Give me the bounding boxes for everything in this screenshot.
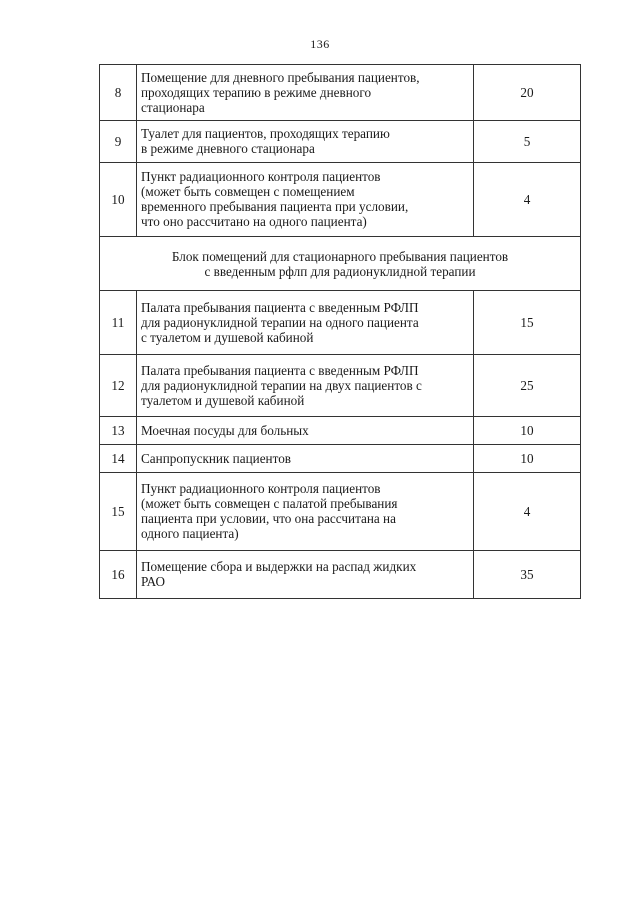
section-header — [100, 237, 581, 291]
row-value: 20 — [474, 65, 581, 121]
description-line: Помещение сбора и выдержки на распад жидких — [141, 559, 417, 574]
description-line: РАО — [141, 574, 166, 589]
row-description — [137, 163, 474, 237]
table-row — [100, 65, 581, 121]
table-row — [100, 417, 581, 445]
description-line: пациента при условии, что она рассчитана на — [141, 511, 396, 526]
description-line: Помещение для дневного пребывания пациентов, — [141, 69, 420, 85]
row-description — [137, 121, 474, 163]
row-description — [137, 445, 474, 473]
row-number: 15 — [100, 473, 137, 551]
description-line: (может быть совмещен с помещением — [141, 184, 355, 199]
page-number: 136 — [310, 37, 330, 51]
row-description — [137, 291, 474, 355]
description-line: в режиме дневного стационара — [141, 141, 315, 156]
row-number: 11 — [100, 291, 137, 355]
description-line: одного пациента) — [141, 526, 239, 541]
table-row — [100, 445, 581, 473]
row-number: 13 — [100, 417, 137, 445]
row-value: 15 — [474, 291, 581, 355]
row-value: 4 — [474, 163, 581, 237]
table-row — [100, 473, 581, 551]
table-row — [100, 355, 581, 417]
row-description — [137, 355, 474, 417]
row-number: 16 — [100, 551, 137, 599]
row-value: 25 — [474, 355, 581, 417]
table-row — [100, 291, 581, 355]
description-line: туалетом и душевой кабиной — [141, 392, 305, 408]
description-line: (может быть совмещен с палатой пребывания — [141, 496, 398, 511]
premises-table — [99, 64, 581, 599]
description-line: Пункт радиационного контроля пациентов — [141, 169, 381, 184]
table-row — [100, 551, 581, 599]
section-header-line: с введенным рфлп для радионуклидной терапии — [204, 263, 476, 279]
description-line: для радионуклидной терапии на двух пациентов с — [141, 377, 422, 393]
row-description — [137, 473, 474, 551]
row-number: 9 — [100, 121, 137, 163]
row-number: 12 — [100, 355, 137, 417]
section-header-row — [100, 237, 581, 291]
description-line: для радионуклидной терапии на одного пациента — [141, 314, 419, 330]
description-line: Палата пребывания пациента с введенным РФЛП — [141, 362, 419, 378]
description-line: с туалетом и душевой кабиной — [141, 329, 314, 345]
row-value: 10 — [474, 445, 581, 473]
description-line: что оно рассчитано на одного пациента) — [141, 214, 367, 229]
row-description — [137, 417, 474, 445]
description-line: Туалет для пациентов, проходящих терапию — [141, 126, 390, 141]
row-description — [137, 551, 474, 599]
row-value: 5 — [474, 121, 581, 163]
row-number: 14 — [100, 445, 137, 473]
description-line: Санпропускник пациентов — [141, 450, 292, 466]
table-row — [100, 121, 581, 163]
row-value: 10 — [474, 417, 581, 445]
description-line: Пункт радиационного контроля пациентов — [141, 481, 381, 496]
row-number: 8 — [100, 65, 137, 121]
row-value: 4 — [474, 473, 581, 551]
description-line: Палата пребывания пациента с введенным РФЛП — [141, 299, 419, 315]
description-line: проходящих терапию в режиме дневного — [141, 84, 372, 100]
table-row — [100, 163, 581, 237]
row-value: 35 — [474, 551, 581, 599]
section-header-line: Блок помещений для стационарного пребывания пациентов — [171, 248, 509, 264]
row-description — [137, 65, 474, 121]
row-number: 10 — [100, 163, 137, 237]
description-line: стационара — [141, 99, 205, 115]
description-line: временного пребывания пациента при условии, — [141, 199, 409, 214]
description-line: Моечная посуды для больных — [141, 422, 309, 438]
